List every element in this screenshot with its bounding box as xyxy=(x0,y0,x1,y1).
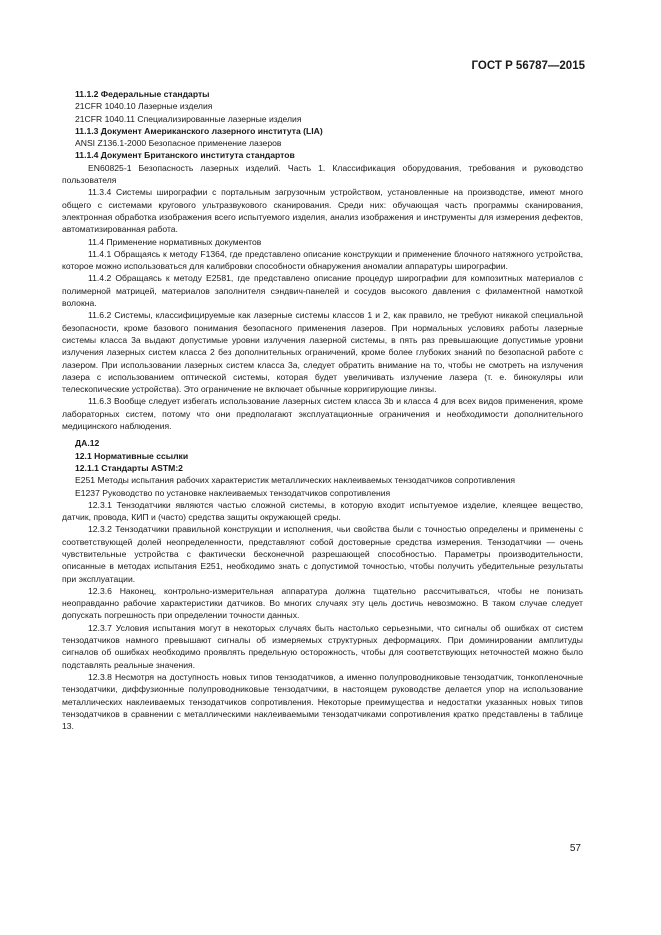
heading-11-1-3: 11.1.3 Документ Американского лазерного института (LIA) xyxy=(75,125,323,136)
paragraph-11-4-1: 11.4.1 Обращаясь к методу F1364, где представлено описание конструкции и применение блочного натяжного устройства, которое можно использоваться для калибровки способности обнаружения аномалии аппаратуры ширографии. xyxy=(62,248,583,272)
ref-e1237: E1237 Руководство по установке наклеиваемых тензодатчиков сопротивления xyxy=(75,487,391,498)
paragraph-12-3-1: 12.3.1 Тензодатчики являются частью сложной системы, в которую входит испытуемое изделие, клеящее вещество, датчик, провода, КИП и (часто) средства защиты окружающей среды. xyxy=(62,499,583,523)
ref-21cfr-1040-10: 21CFR 1040.10 Лазерные изделия xyxy=(75,101,213,112)
ref-e251: E251 Методы испытания рабочих характеристик металлических наклеиваемых тензодатчиков сопротивления xyxy=(75,475,516,486)
paragraph-12-3-2: 12.3.2 Тензодатчики правильной конструкции и исполнения, чьи свойства были с точностью определены и применены с соответствующей долей неопределенности, представляют собой достоверные средства измерения. Тензодатчики — очень чувствительные устройства с фактически бесконечной разрешающей способностью. Параметры производительности, описанные в методах испытания E251, необходимо знать с допустимой точностью, чтобы получить убедительные результаты при эксплуатации. xyxy=(62,524,583,584)
heading-11-1-4: 11.1.4 Документ Британского института стандартов xyxy=(75,150,295,161)
paragraph-11-4-2: 11.4.2 Обращаясь к методу E2581, где представлено описание процедур ширографии для композитных материалов с полимерной матрицей, материалов заполнителя сэндвич-панелей и сосудов высокого давления с филаментной намоткой волокна. xyxy=(62,273,583,309)
paragraph-en60825: EN60825-1 Безопасность лазерных изделий. Часть 1. Классификация оборудования, требования и руководство пользователя xyxy=(62,162,583,186)
paragraph-11-4: 11.4 Применение нормативных документов xyxy=(88,236,262,247)
heading-da-12: ДА.12 xyxy=(75,438,100,449)
document-body xyxy=(62,88,583,732)
paragraph-11-6-2: 11.6.2 Системы, классифицируемые как лазерные системы классов 1 и 2, как правило, не требуют никакой специальной безопасности, кроме базового понимания безопасного применения лазеров. При нормальных условиях работы лазерные системы класса 3а выдают допустимые уровни излучения лазерной системы, в пять раз превышающие допустимые уровни излучения лазерных систем класса 2 без дополнительных ограничений, кроме более глубоких знаний по безопасной работе с лазером. При использовании лазерных систем класса 3а, следует обратить внимание на то, чтобы не смотреть на излучения лазера с использованием оптической системы, которая будет увеличивать излучение лазера (т. е. бинокуляры или телескопические устройства). Это ограничение не включает обычные корригирующие линзы. xyxy=(62,310,583,395)
ref-21cfr-1040-11: 21CFR 1040.11 Специализированные лазерные изделия xyxy=(75,113,302,124)
heading-12-1-1: 12.1.1 Стандарты ASTM:2 xyxy=(75,462,183,473)
document-standard-header: ГОСТ Р 56787—2015 xyxy=(471,60,585,72)
paragraph-12-3-6: 12.3.6 Наконец, контрольно-измерительная аппаратура должна тщательно рассчитываться, чтобы не понизать неоправданно рабочие характеристики датчиков. Во многих случаях эту цель достичь невозможно. В таком случае следует допускать погрешность при определении точности данных. xyxy=(62,585,583,621)
heading-11-1-2: 11.1.2 Федеральные стандарты xyxy=(75,89,210,99)
paragraph-11-3-4: 11.3.4 Системы ширографии с портальным загрузочным устройством, установленные на производстве, имеют много общего с системами кругового ультразвукового сканирования. Среди них: обучающая часть программы сканирования, электронная обработка изображения всего испытуемого изделия, анализ изображения и инструменты для измерения дефектов, автоматизированная работа. xyxy=(62,187,583,235)
paragraph-12-3-7: 12.3.7 Условия испытания могут в некоторых случаях быть настолько серьезными, что сигналы об ошибках от систем тензодатчиков намного превышают сигналы об измеряемых структурных деформациях. При доминировании амплитуды сигналов об ошибках необходимо проявлять предельную осторожность, чтобы для соответствующих неточностей можно было подставлять реальные значения. xyxy=(62,622,583,670)
page-number: 57 xyxy=(569,843,581,854)
paragraph-12-3-8: 12.3.8 Несмотря на доступность новых типов тензодатчиков, а именно полупроводниковые тензодатчик, тонкопленочные тензодатчики, диффузионные полупроводниковые тензодатчики, в настоящем руководстве делается упор на использование металлических наклеиваемых тензодатчиков сопротивления. Некоторые преимущества и недостатки указанных новых типов тензодатчиков в сравнении с металлическими наклеиваемыми тензодатчиками сопротивления кратко представлены в таблице 13. xyxy=(62,671,583,732)
ref-ansi-z136: ANSI Z136.1-2000 Безопасное применение лазеров xyxy=(75,138,282,149)
paragraph-11-6-3: 11.6.3 Вообще следует избегать использование лазерных систем класса 3b и класса 4 для всех видов применения, кроме лабораторных систем, потому что они предполагают эксплуатационные ограничения и необходимости дополнительного медицинского наблюдения. xyxy=(62,396,583,432)
heading-12-1: 12.1 Нормативные ссылки xyxy=(75,450,189,461)
